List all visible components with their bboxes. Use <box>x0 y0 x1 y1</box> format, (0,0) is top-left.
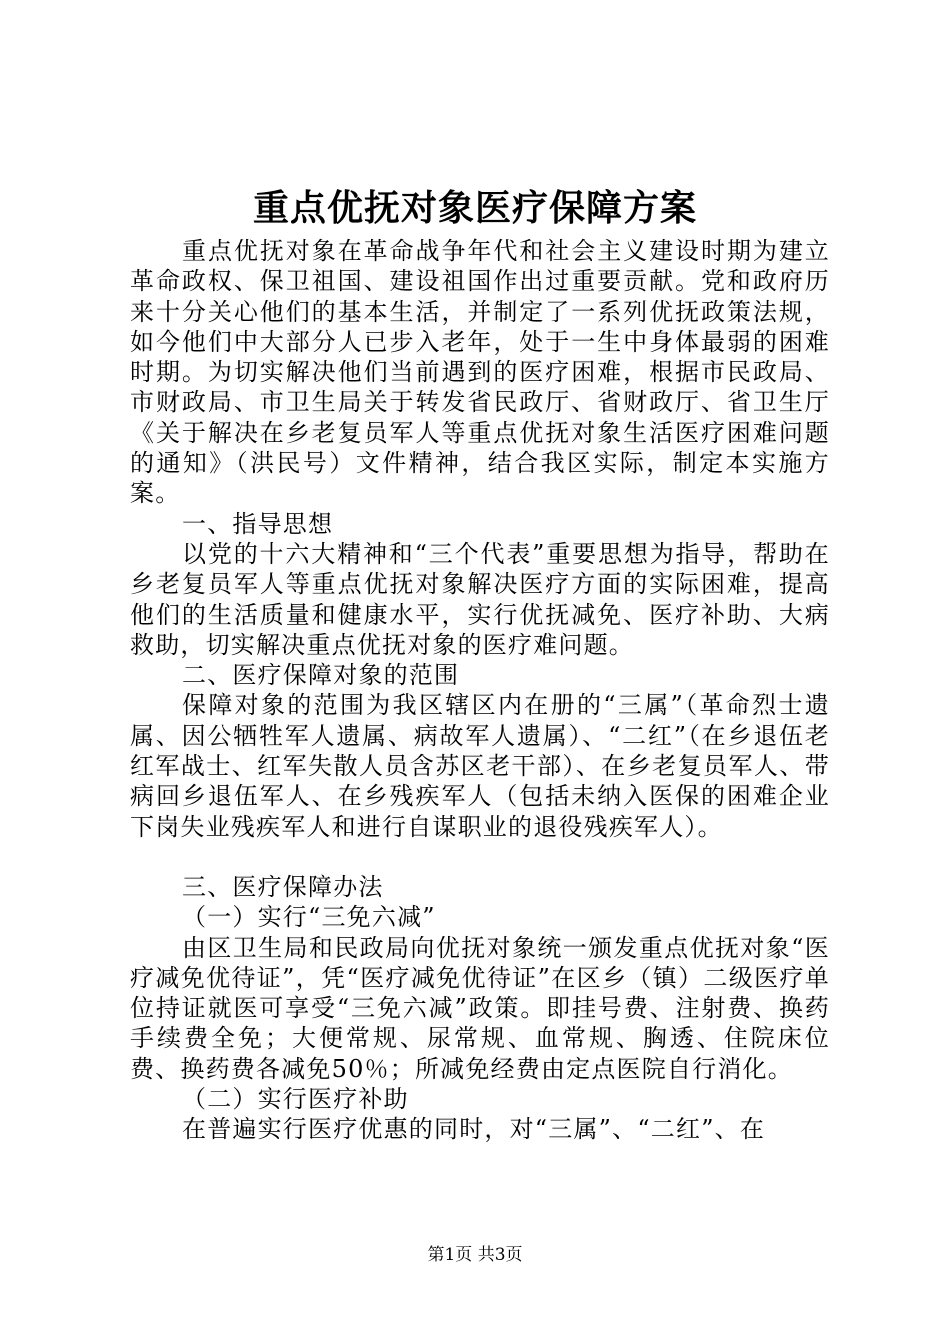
page-number-footer: 第1页 共3页 <box>427 1245 523 1265</box>
section3-heading: 三、医疗保障办法 <box>182 872 384 901</box>
section1-heading: 一、指导思想 <box>182 509 334 538</box>
document-body <box>130 236 830 1145</box>
section2-paragraph: 保障对象的范围为我区辖区内在册的“三属”（革命烈士遗属、因公牺牲军人遗属、病故军人遗属）、“二红”（在乡退伍老红军战士、红军失散人员含苏区老干部）、在乡老复员军人、带病回乡退伍军人、在乡残疾军人（包括未纳入医保的困难企业下岗失业残疾军人和进行自谋职业的退役残疾军人）。 <box>130 691 830 841</box>
subsection1-heading: （一）实行“三免六减” <box>182 903 436 932</box>
document-title: 重点优抚对象医疗保障方案 <box>252 187 697 229</box>
section2-heading: 二、医疗保障对象的范围 <box>182 661 460 690</box>
subsection2-heading: （二）实行医疗补助 <box>182 1085 409 1114</box>
subsection2-paragraph: 在普遍实行医疗优惠的同时，对“三属”、“二红”、在 <box>182 1115 766 1144</box>
intro-paragraph: 重点优抚对象在革命战争年代和社会主义建设时期为建立革命政权、保卫祖国、建设祖国作出过重要贡献。党和政府历来十分关心他们的基本生活，并制定了一系列优抚政策法规，如今他们中大部分人已步入老年，处于一生中身体最弱的困难时期。为切实解决他们当前遇到的医疗困难，根据市民政局、市财政局、市卫生局关于转发省民政厅、省财政厅、省卫生厅《关于解决在乡老复员军人等重点优抚对象生活医疗困难问题的通知》（洪民号）文件精神，结合我区实际，制定本实施方案。 <box>130 237 830 508</box>
subsection1-paragraph: 由区卫生局和民政局向优抚对象统一颁发重点优抚对象“医疗减免优待证”，凭“医疗减免优待证”在区乡（镇）二级医疗单位持证就医可享受“三免六减”政策。即挂号费、注射费、换药手续费全免；大便常规、尿常规、血常规、胸透、住院床位费、换药费各减免50％；所减免经费由定点医院自行消化。 <box>130 933 830 1083</box>
section1-paragraph: 以党的十六大精神和“三个代表”重要思想为指导，帮助在乡老复员军人等重点优抚对象解决医疗方面的实际困难，提高他们的生活质量和健康水平，实行优抚减免、医疗补助、大病救助，切实解决重点优抚对象的医疗难问题。 <box>130 539 830 659</box>
blank-line <box>130 842 830 872</box>
